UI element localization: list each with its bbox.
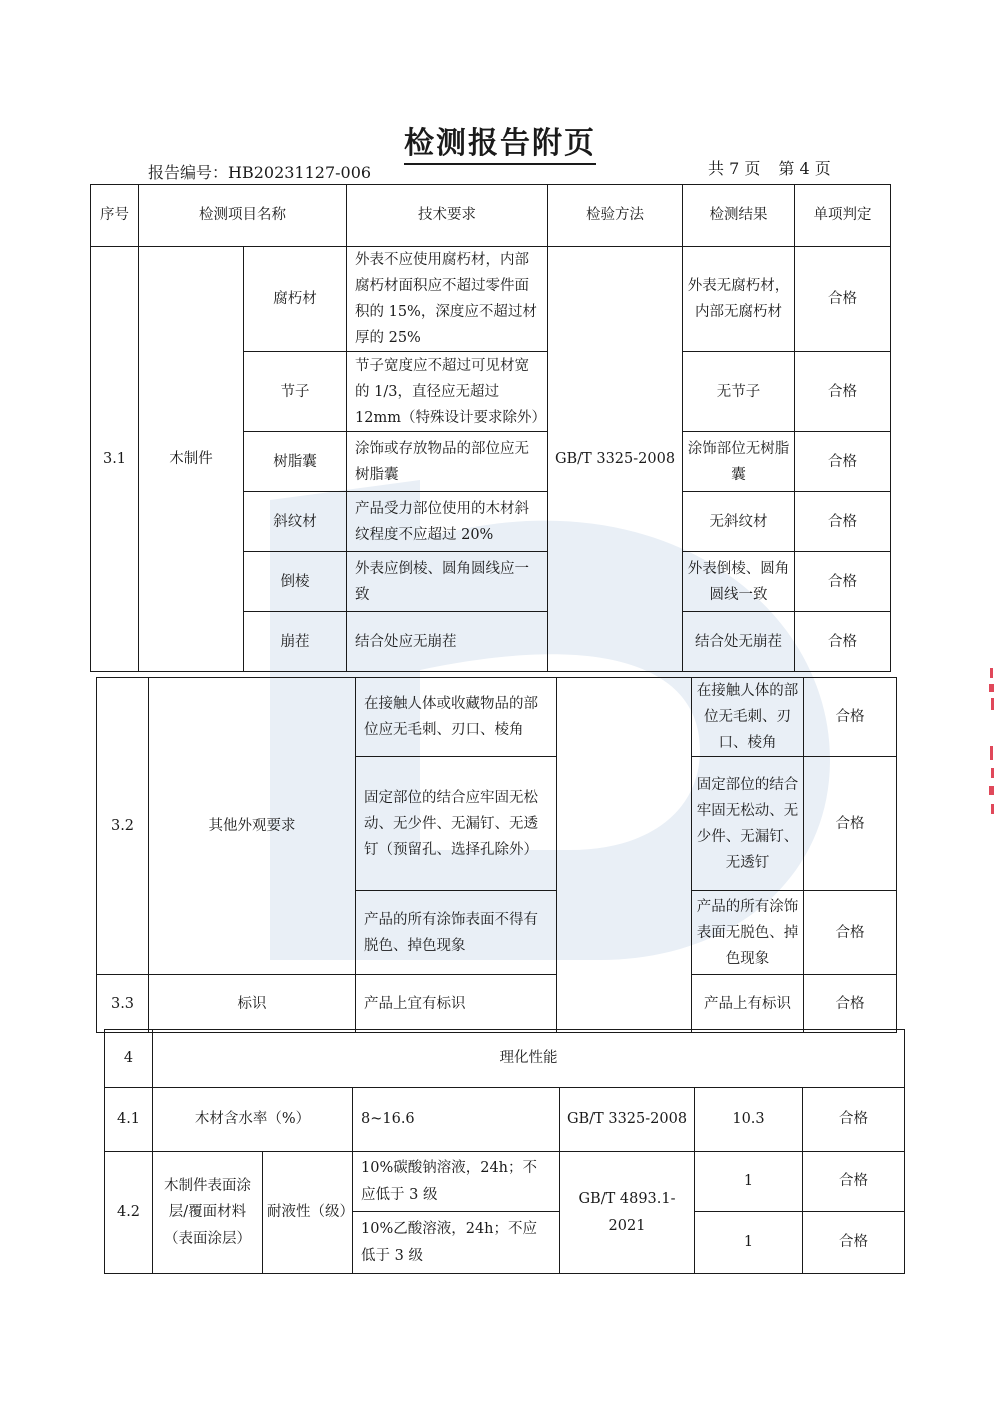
- requirement-cell: 固定部位的结合应牢固无松动、无少件、无漏钉、无透钉（预留孔、选择孔除外）: [356, 757, 557, 891]
- current-page: 第 4 页: [778, 159, 831, 178]
- seal-edge-marks-icon: [986, 668, 998, 818]
- judgment-cell: 合格: [795, 552, 891, 612]
- requirement-cell: 产品受力部位使用的木材斜纹程度不应超过 20%: [347, 492, 548, 552]
- row-number: 3.2: [97, 678, 149, 975]
- judgment-cell: 合格: [803, 1212, 905, 1274]
- requirement-cell: 在接触人体或收藏物品的部位应无毛刺、刃口、棱角: [356, 678, 557, 757]
- result-cell: 无节子: [683, 352, 795, 432]
- item-category: 木制件表面涂层/覆面材料（表面涂层）: [153, 1152, 263, 1274]
- judgment-cell: 合格: [795, 432, 891, 492]
- table-header-row: [91, 185, 891, 247]
- result-cell: 固定部位的结合牢固无松动、无少件、无漏钉、无透钉: [692, 757, 804, 891]
- test-method: GB/T 3325-2008: [560, 1088, 695, 1152]
- row-number: 3.1: [91, 247, 139, 672]
- table-row: [97, 975, 897, 1033]
- result-cell: 无斜纹材: [683, 492, 795, 552]
- table-row: [105, 1088, 905, 1152]
- judgment-cell: 合格: [804, 891, 897, 975]
- result-cell: 涂饰部位无树脂囊: [683, 432, 795, 492]
- row-number: 4.2: [105, 1152, 153, 1274]
- header-result: 检测结果: [683, 185, 795, 247]
- section-title: 理化性能: [153, 1030, 905, 1088]
- requirement-cell: 节子宽度应不超过可见材宽的 1/3，直径应无超过 12mm（特殊设计要求除外）: [347, 352, 548, 432]
- method-cell: [557, 678, 692, 1033]
- report-number: 报告编号：HB20231127-006: [148, 163, 372, 182]
- judgment-cell: 合格: [795, 492, 891, 552]
- result-cell: 外表倒棱、圆角圆线一致: [683, 552, 795, 612]
- header-method: 检验方法: [548, 185, 683, 247]
- sub-item: 斜纹材: [244, 492, 347, 552]
- test-method: GB/T 3325-2008: [548, 247, 683, 672]
- requirement-cell: 外表不应使用腐朽材，内部腐朽材面积应不超过零件面积的 15%，深度应不超过材厚的 25%: [347, 247, 548, 352]
- row-number: 4: [105, 1030, 153, 1088]
- table-row: [91, 247, 891, 352]
- inspection-table-part2: [96, 677, 897, 1033]
- requirement-cell: 涂饰或存放物品的部位应无树脂囊: [347, 432, 548, 492]
- item-category: 其他外观要求: [149, 678, 356, 975]
- judgment-cell: 合格: [804, 678, 897, 757]
- judgment-cell: 合格: [795, 352, 891, 432]
- page-info: [708, 156, 849, 179]
- judgment-cell: 合格: [795, 247, 891, 352]
- judgment-cell: 合格: [803, 1152, 905, 1212]
- row-number: 4.1: [105, 1088, 153, 1152]
- result-cell: 外表无腐朽材，内部无腐朽材: [683, 247, 795, 352]
- result-cell: 结合处无崩茬: [683, 612, 795, 672]
- table-row: [105, 1030, 905, 1088]
- requirement-cell: 产品上宜有标识: [356, 975, 557, 1033]
- judgment-cell: 合格: [804, 975, 897, 1033]
- requirement-cell: 10%碳酸钠溶液，24h；不应低于 3 级: [353, 1152, 560, 1212]
- header-requirement: 技术要求: [347, 185, 548, 247]
- result-cell: 1: [695, 1152, 803, 1212]
- requirement-cell: 外表应倒棱、圆角圆线应一致: [347, 552, 548, 612]
- table-row: [105, 1152, 905, 1212]
- sub-item: 倒棱: [244, 552, 347, 612]
- inspection-table-part1: [90, 184, 891, 672]
- header-no: 序号: [91, 185, 139, 247]
- judgment-cell: 合格: [795, 612, 891, 672]
- result-cell: 产品的所有涂饰表面无脱色、掉色现象: [692, 891, 804, 975]
- requirement-cell: 产品的所有涂饰表面不得有脱色、掉色现象: [356, 891, 557, 975]
- sub-item: 树脂囊: [244, 432, 347, 492]
- requirement-cell: 结合处应无崩茬: [347, 612, 548, 672]
- test-method: GB/T 4893.1-2021: [560, 1152, 695, 1274]
- item-category: 标识: [149, 975, 356, 1033]
- result-cell: 产品上有标识: [692, 975, 804, 1033]
- header-judgment: 单项判定: [795, 185, 891, 247]
- judgment-cell: 合格: [804, 757, 897, 891]
- row-number: 3.3: [97, 975, 149, 1033]
- result-cell: 1: [695, 1212, 803, 1274]
- sub-item: 崩茬: [244, 612, 347, 672]
- sub-item: 节子: [244, 352, 347, 432]
- inspection-table-part3: [104, 1029, 905, 1274]
- sub-item: 腐朽材: [244, 247, 347, 352]
- sub-item: 耐液性（级）: [263, 1152, 353, 1274]
- item-category: 木制件: [139, 247, 244, 672]
- header-item: 检测项目名称: [139, 185, 347, 247]
- item-category: 木材含水率（%）: [153, 1088, 353, 1152]
- requirement-cell: 8~16.6: [353, 1088, 560, 1152]
- judgment-cell: 合格: [803, 1088, 905, 1152]
- table-row: [97, 678, 897, 757]
- total-pages: 共 7 页: [708, 159, 761, 178]
- result-cell: 10.3: [695, 1088, 803, 1152]
- document-title: 检测报告附页: [0, 118, 1000, 162]
- result-cell: 在接触人体的部位无毛刺、刃口、棱角: [692, 678, 804, 757]
- requirement-cell: 10%乙酸溶液，24h；不应低于 3 级: [353, 1212, 560, 1274]
